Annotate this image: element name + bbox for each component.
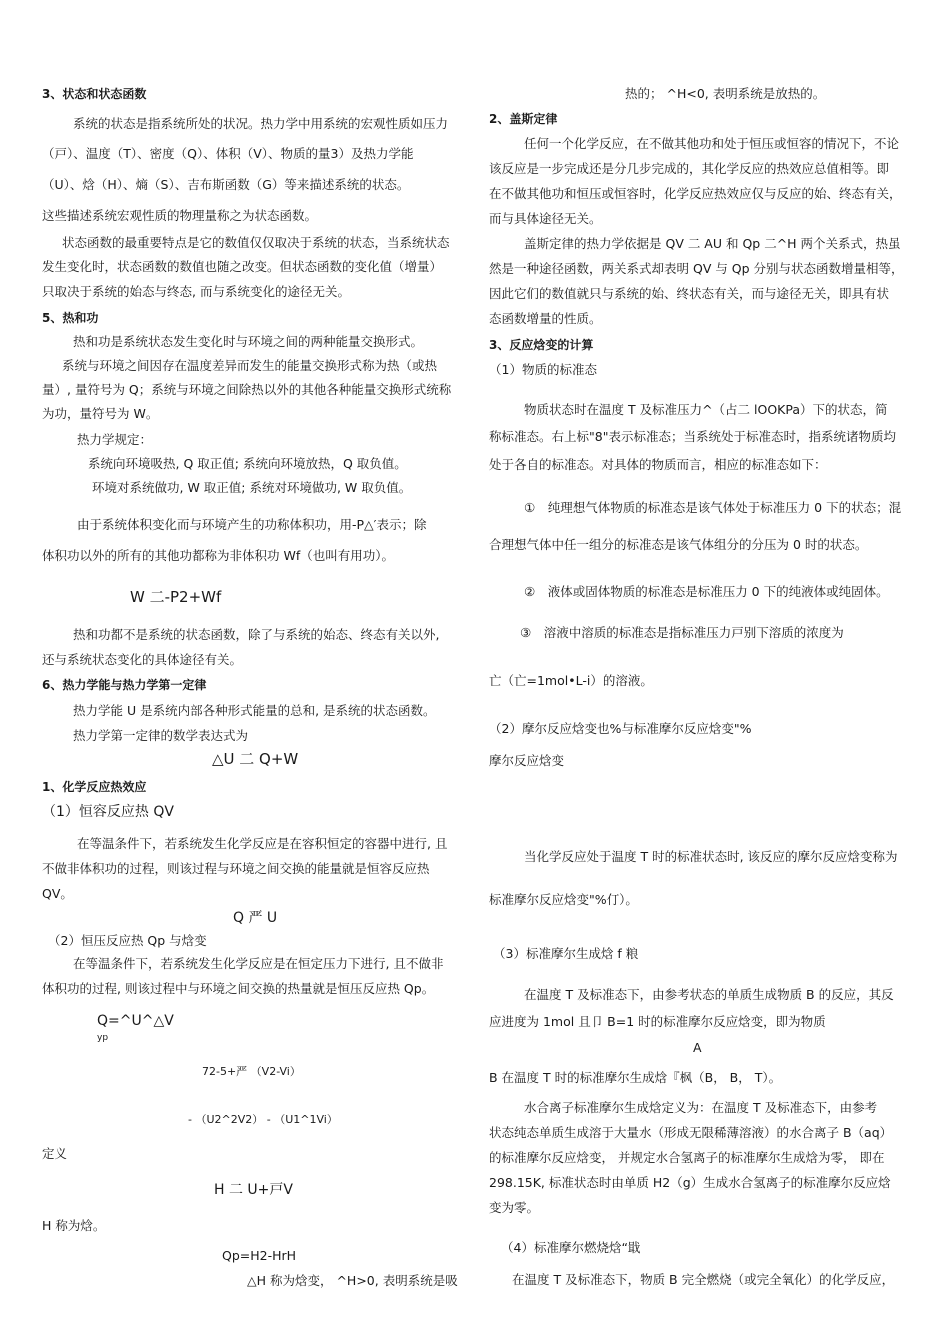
paragraph-line: 系统向环境吸热, Q 取正值; 系统向环境放热，Q 取负值。 [88, 456, 407, 471]
paragraph-line: 系统与环境之间因存在温度差异而发生的能量交换形式称为热（或热 [62, 358, 438, 373]
paragraph-line: ① 纯理想气体物质的标准态是该气体处于标准压力 0 下的状态；混 [524, 500, 902, 515]
paragraph-line: 状态函数的最重要特点是它的数值仅仅取决于系统的状态，当系统状态 [62, 235, 450, 250]
paragraph-line: 热力学能 U 是系统内部各种形式能量的总和, 是系统的状态函数。 [73, 703, 436, 718]
paragraph-line: 在不做其他功和恒压或恒容时，化学反应热效应仅与反应的始、终态有关， [489, 186, 902, 201]
heading-first-law: 6、热力学能与热力学第一定律 [42, 678, 207, 692]
paragraph-line: 标准摩尔反应焓变"%仃）。 [489, 892, 638, 907]
paragraph-line: 热力学规定： [77, 432, 153, 447]
paragraph-line: 298.15K, 标准状态时由单质 H2（g）生成水合氢离子的标准摩尔反应焓 [489, 1175, 891, 1190]
paragraph-line: 物质状态时在温度 T 及标准压力^（占二 lOOKPa）下的状态，简 [524, 402, 888, 417]
equation-enthalpy: H 二 U+戸V [214, 1182, 293, 1198]
equation-qp-enthalpy: Qp=H2-HrH [222, 1248, 297, 1263]
heading-state-functions: 3、状态和状态函数 [42, 87, 147, 101]
paragraph-line: 环境对系统做功, W 取正值; 系统对环境做功, W 取负值。 [92, 480, 412, 495]
equation-qp-1-subscript: yp [97, 1033, 109, 1043]
equation-qp-1: Q=^U^△V [97, 1013, 174, 1029]
paragraph-line: 该反应是一步完成还是分几步完成的，其化学反应的热效应总值相等。即 [489, 161, 890, 176]
heading-heat-work: 5、热和功 [42, 311, 99, 325]
paragraph-line: 体积功以外的所有的其他功都称为非体积功 Wf（也叫有用功）。 [42, 548, 394, 563]
paragraph-line: A [693, 1040, 702, 1055]
paragraph-line: （戸）、温度（T）、密度（Q）、体积（V）、物质的量3）及热力学能 [42, 146, 414, 161]
paragraph-line: 盖斯定律的热力学依据是 QV 二 AU 和 Qp 二^H 两个关系式，热虽 [524, 236, 901, 251]
paragraph-line: 还与系统状态变化的具体途径有关。 [42, 652, 243, 667]
heading-reaction-heat: 1、化学反应热效应 [42, 780, 147, 794]
paragraph-line: 的标准摩尔反应焓变， 并规定水合氢离子的标准摩尔生成焓为零， 即在 [489, 1150, 885, 1165]
paragraph-line: 处于各自的标准态。对具体的物质而言，相应的标准态如下： [489, 457, 827, 472]
subheading-combustion-enthalpy: （4）标准摩尔燃烧焓“戢 [501, 1240, 641, 1255]
subheading-qv: （1）恒容反应热 QV [42, 804, 174, 820]
equation-qp-2: 72-5+严 （V2-Vi） [202, 1065, 301, 1078]
paragraph-line: 热和功都不是系统的状态函数，除了与系统的始态、终态有关以外, [73, 627, 440, 642]
paragraph-line: 热的； ^H<0, 表明系统是放热的。 [625, 86, 826, 101]
paragraph-line: 变为零。 [489, 1200, 540, 1215]
paragraph-line: 由于系统体积变化而与环境产生的功称体积功，用-P△′表示；除 [77, 517, 427, 532]
paragraph-line: ③ 溶液中溶质的标准态是指标准压力戸别下溶质的浓度为 [520, 625, 844, 640]
paragraph-line: 在温度 T 及标准态下，由参考状态的单质生成物质 B 的反应，其反 [524, 987, 894, 1002]
subheading-qp: （2）恒压反应热 Qp 与焓变 [48, 933, 207, 948]
paragraph-line: 而与具体途径无关。 [489, 211, 602, 226]
paragraph-line: 在等温条件下，若系统发生化学反应是在容积恒定的容器中进行, 且 [77, 836, 448, 851]
paragraph-line: △H 称为焓变， ^H>0, 表明系统是吸 [247, 1273, 458, 1288]
paragraph-line: 在温度 T 及标准态下，物质 B 完全燃烧（或完全氧化）的化学反应， [512, 1272, 895, 1287]
paragraph-line: 摩尔反应焓变 [489, 753, 565, 768]
paragraph-line: 体积功的过程, 则该过程中与环境之间交换的热量就是恒压反应热 Qp。 [42, 981, 435, 996]
paragraph-line: 合理想气体中任一组分的标准态是该气体组分的分压为 0 时的状态。 [489, 537, 868, 552]
heading-hess-law: 2、盖斯定律 [489, 112, 558, 126]
paragraph-line: 水合离子标准摩尔生成焓定义为：在温度 T 及标准态下，由参考 [524, 1100, 878, 1115]
paragraph-line: 热和功是系统状态发生变化时与环境之间的两种能量交换形式。 [73, 334, 424, 349]
paragraph-line: 态函数增量的性质。 [489, 311, 602, 326]
paragraph-line: 定义 [42, 1146, 68, 1161]
paragraph-line: 不做非体积功的过程，则该过程与环境之间交换的能量就是恒容反应热 [42, 861, 430, 876]
subheading-molar-enthalpy: （2）摩尔反应焓变也%与标准摩尔反应焓变"% [489, 721, 752, 736]
paragraph-line: 然是一种途径函数，两关系式却表明 QV 与 Qp 分别与状态函数增量相等， [489, 261, 904, 276]
paragraph-line: QV。 [42, 886, 73, 901]
paragraph-line: 亡（亡=1mol•L-i）的溶液。 [489, 673, 653, 688]
paragraph-line: （U）、焓（H）、熵（S）、吉布斯函数（G）等来描述系统的状态。 [42, 177, 410, 192]
equation-work: W 二-P2+Wf [130, 588, 222, 606]
paragraph-line: B 在温度 T 时的标准摩尔生成焓『枫（B， B， T）。 [489, 1070, 782, 1085]
paragraph-line: 当化学反应处于温度 T 时的标准状态时, 该反应的摩尔反应焓变称为 [524, 849, 898, 864]
paragraph-line: H 称为焓。 [42, 1218, 106, 1233]
paragraph-line: 任何一个化学反应，在不做其他功和处于恒压或恒容的情况下，不论 [524, 136, 900, 151]
subheading-standard-state: （1）物质的标准态 [489, 362, 597, 377]
paragraph-line: 这些描述系统宏观性质的物理量称之为状态函数。 [42, 208, 318, 223]
paragraph-line: 称标准态。右上标"8"表示标准态；当系统处于标准态时，指系统诸物质均 [489, 429, 896, 444]
paragraph-line: 量）, 量符号为 Q；系统与环境之间除热以外的其他各种能量交换形式统称 [42, 382, 452, 397]
paragraph-line: 状态纯态单质生成溶于大量水（形成无限稀薄溶液）的水合离子 B（aq） [489, 1125, 893, 1140]
heading-enthalpy-calc: 3、反应焓变的计算 [489, 338, 594, 352]
paragraph-line: 系统的状态是指系统所处的状况。热力学中用系统的宏观性质如压力 [73, 116, 449, 131]
equation-qp-3: - （U2^2V2） - （U1^1Vi） [188, 1113, 338, 1126]
paragraph-line: ② 液体或固体物质的标准态是标准压力 0 下的纯液体或纯固体。 [524, 584, 889, 599]
equation-qv: Q 严 U [233, 910, 278, 926]
paragraph-line: 发生变化时，状态函数的数值也随之改变。但状态函数的变化值（增量） [42, 259, 443, 274]
paragraph-line: 为功，量符号为 W。 [42, 406, 159, 421]
paragraph-line: 应进度为 1mol 且卩 B=1 时的标准摩尔反应焓变，即为物质 [489, 1014, 826, 1029]
paragraph-line: 在等温条件下，若系统发生化学反应是在恒定压力下进行, 且不做非 [73, 956, 444, 971]
paragraph-line: 热力学第一定律的数学表达式为 [73, 728, 249, 743]
subheading-formation-enthalpy: （3）标准摩尔生成焓 f 粮 [493, 946, 639, 961]
equation-first-law: △U 二 Q+W [212, 750, 299, 768]
paragraph-line: 只取决于系统的始态与终态, 而与系统变化的途径无关。 [42, 284, 350, 299]
paragraph-line: 因此它们的数值就只与系统的始、终状态有关，而与途径无关，即具有状 [489, 286, 890, 301]
